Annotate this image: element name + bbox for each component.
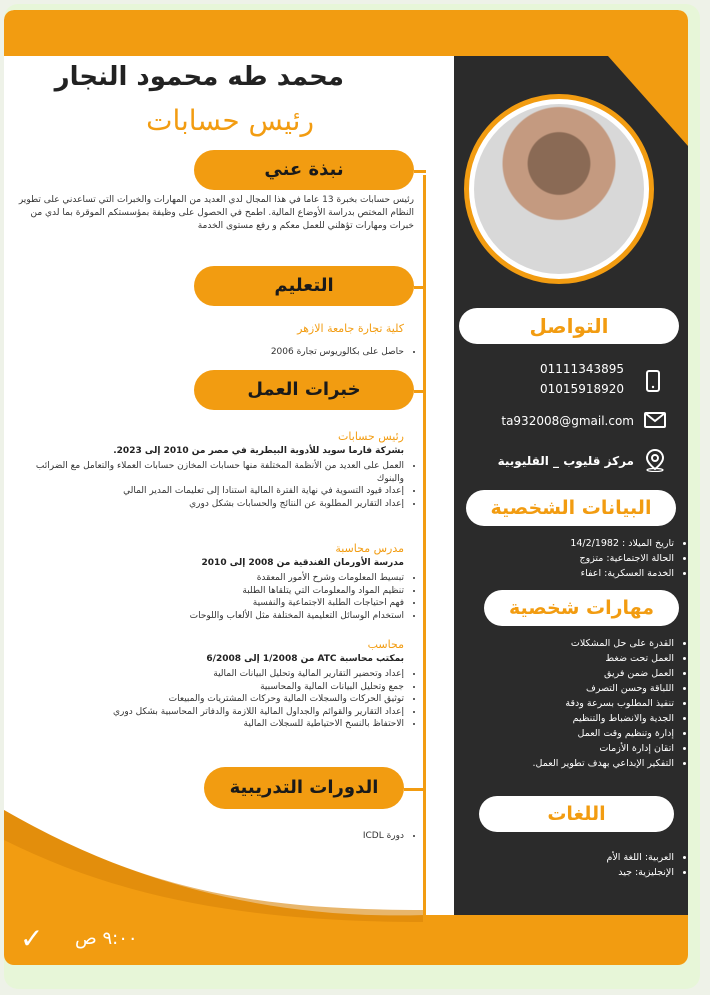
top-accent-band (4, 10, 688, 56)
job-item: • إعداد وتحضير التقارير المالية وتحليل البيانات المالية (14, 668, 404, 681)
phone-number-1: 01111343895 (540, 362, 624, 376)
job-item: • الاحتفاظ بالنسخ الاحتياطية للسجلات المالية (14, 718, 404, 731)
language-item: • الإنجليزية: جيد (474, 865, 674, 880)
section-personal-heading: البيانات الشخصية (466, 490, 676, 526)
job-item: • جمع وتحليل البيانات المالية والمحاسبية (14, 681, 404, 694)
full-name: محمد طه محمود النجار (54, 62, 344, 92)
email-address: ta932008@gmail.com (501, 414, 634, 428)
profile-photo (474, 104, 644, 274)
message-time: ٩:٠٠ ص (75, 928, 138, 949)
skill-item: • تنفيذ المطلوب بسرعة ودقة (474, 696, 674, 711)
courses-list (254, 830, 418, 843)
job-item: • العمل على العديد من الأنظمة المختلفة منها حسابات المخازن حسابات العملاء والتعامل مع الضرائب والبنوك (14, 460, 404, 485)
job-list-1 (14, 460, 418, 510)
job-company-2: مدرسة الأورمان الفندقية من 2008 إلى 2010 (201, 558, 404, 568)
section-languages-heading: اللغات (479, 796, 674, 832)
course-item: • دورة ICDL (254, 830, 404, 843)
job-item: • إعداد التقارير والقوائم والجداول المالية اللازمة والدفاتر المحاسبية بشكل دوري (14, 706, 404, 719)
job-item: • إعداد قيود التسوية في نهاية الفترة المالية استنادا إلى تعليمات المدير المالي (14, 485, 404, 498)
job-title-3: محاسب (367, 638, 404, 651)
job-list-2 (64, 572, 418, 622)
phone-icon (646, 370, 660, 396)
courses-connector (404, 788, 426, 791)
location-pin-icon (644, 448, 666, 476)
job-title-2: مدرس محاسبة (335, 542, 404, 555)
timeline-line (423, 175, 426, 935)
job-company-3: بمكتب محاسبة ATC من 1/2008 إلى 6/2008 (206, 654, 404, 664)
job-item: • إعداد التقارير المطلوبة عن النتائج والحسابات بشكل دوري (14, 498, 404, 511)
skill-item: • إدارة وتنظيم وقت العمل (474, 726, 674, 741)
section-education-heading: التعليم (194, 266, 414, 306)
skill-item: • الجدية والانضباط والتنظيم (474, 711, 674, 726)
education-connector (414, 286, 426, 289)
languages-list (474, 850, 686, 880)
location-text: مركز قليوب _ القليوبية (497, 454, 634, 468)
personal-item: • الخدمة العسكرية: اعفاء (474, 566, 674, 581)
skill-item: • التفكير الإبداعي بهدف تطوير العمل. (474, 756, 674, 771)
skill-item: • اللباقة وحسن التصرف (474, 681, 674, 696)
about-connector (414, 170, 426, 173)
skill-item: • العمل تحت ضغط (474, 651, 674, 666)
check-icon: ✓ (20, 922, 44, 955)
job-item: • استخدام الوسائل التعليمية المختلفة مثل الألعاب واللوحات (64, 610, 404, 623)
section-about-heading: نبذة عني (194, 150, 414, 190)
phone-number-2: 01015918920 (540, 382, 624, 396)
skill-item: • اتقان إدارة الأزمات (474, 741, 674, 756)
language-item: • العربية: اللغة الأم (474, 850, 674, 865)
job-title: رئيس حسابات (146, 104, 314, 137)
skill-item: • القدرة على حل المشكلات (474, 636, 674, 651)
section-experience-heading: خبرات العمل (194, 370, 414, 410)
job-list-3 (14, 668, 418, 731)
job-title-1: رئيس حسابات (338, 430, 404, 443)
section-skills-heading: مهارات شخصية (484, 590, 679, 626)
about-text: رئيس حسابات بخبرة 13 عاما في هذا المجال لدي العديد من المهارات والخبرات التي تساعدني على تطوير النظام المختص بدراسة الأوضاع المالية. اطمح في الحصول على وظيفة بمؤسستكم الموقرة بما لدي من خبرات ومهارات تؤهلني للعمل معكم و رفع مستوى الخدمة (18, 195, 414, 231)
education-school: كلية تجارة جامعة الازهر (297, 322, 404, 335)
skill-item: • العمل ضمن فريق (474, 666, 674, 681)
section-courses-heading: الدورات التدريبية (204, 767, 404, 809)
job-item: • توثيق الحركات والسجلات المالية وحركات المشتريات والمبيعات (14, 693, 404, 706)
personal-item: • تاريخ الميلاد : 14/2/1982 (474, 536, 674, 551)
resume-page (4, 10, 688, 965)
education-list (154, 346, 418, 359)
mail-icon (644, 412, 666, 432)
job-item: • تبسيط المعلومات وشرح الأمور المعقدة (64, 572, 404, 585)
skills-list (474, 636, 686, 771)
job-item: • تنظيم المواد والمعلومات التي يتلقاها الطلبة (64, 585, 404, 598)
experience-connector (414, 390, 426, 393)
section-contact-heading: التواصل (459, 308, 679, 344)
job-company-1: بشركة فارما سويد للأدوية البيطرية في مصر من 2010 إلى 2023. (113, 446, 404, 456)
job-item: • فهم احتياجات الطلبة الاجتماعية والنفسية (64, 597, 404, 610)
personal-list (474, 536, 686, 581)
education-item: • حاصل على بكالوريوس تجارة 2006 (154, 346, 404, 359)
personal-item: • الحالة الاجتماعية: متزوج (474, 551, 674, 566)
